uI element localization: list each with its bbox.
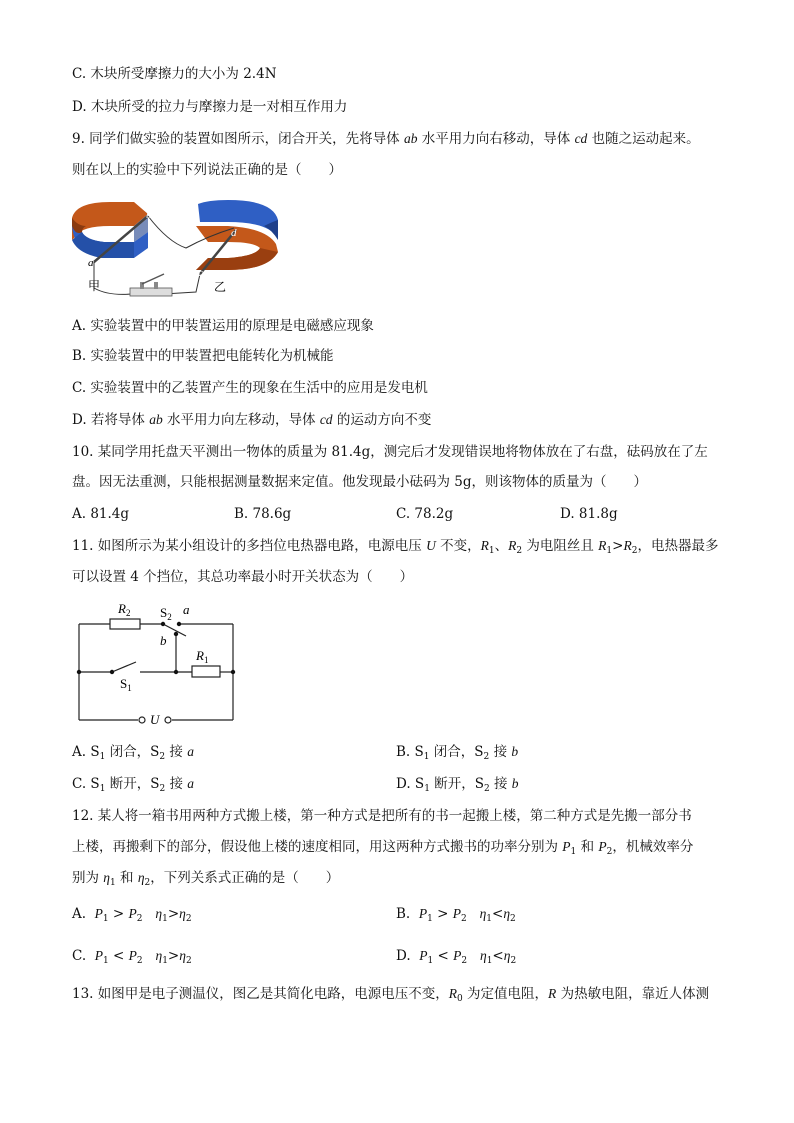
q11-option-b: B. $S_1$ 闭合，$S_2$ 接 b bbox=[396, 744, 519, 762]
q12-option-c: C. $P_1 < P_2$ $\eta_1>\eta_2$ bbox=[72, 948, 192, 966]
label-c: c bbox=[198, 267, 203, 279]
switch-s1 bbox=[112, 662, 136, 672]
q8-option-c: C. 木块所受摩擦力的大小为 2.4N bbox=[72, 66, 277, 82]
q10-option-a: A. 81.4g bbox=[72, 506, 130, 522]
q8-option-d: D. 木块所受的拉力与摩擦力是一对相互作用力 bbox=[72, 99, 348, 115]
q13-stem-line-1: 13. 如图甲是电子测温仪，图乙是其简化电路，电源电压不变，$R_0$ 为定值电阻，R 为热敏电阻，靠近人体测 bbox=[72, 986, 710, 1004]
label-a: a bbox=[183, 602, 190, 617]
switch bbox=[130, 274, 172, 296]
label-a: a bbox=[88, 257, 94, 269]
label-r2: $R_2$ bbox=[118, 601, 131, 618]
q9-figure bbox=[68, 196, 283, 298]
q10-stem-line-1: 10. 某同学用托盘天平测出一物体的质量为 81.4g，测完后才发现错误地将物体放在了右盘，砝码放在了左 bbox=[72, 444, 708, 460]
q10-option-b: B. 78.6g bbox=[234, 506, 292, 522]
q12-stem-line-3: 别为 $\eta_1$ 和 $\eta_2$，下列关系式正确的是（ ） bbox=[72, 870, 340, 888]
q10-option-d: D. 81.8g bbox=[560, 506, 618, 522]
label-d: d bbox=[231, 227, 237, 239]
label-s1: $S_1$ bbox=[120, 676, 132, 693]
q12-stem-line-1: 12. 某人将一箱书用两种方式搬上楼，第一种方式是把所有的书一起搬上楼，第二种方式是先搬一部分书 bbox=[72, 808, 692, 824]
q11-circuit-diagram bbox=[70, 600, 242, 728]
label-u: U bbox=[150, 712, 160, 727]
q11-option-a: A. $S_1$ 闭合，$S_2$ 接 a bbox=[72, 744, 194, 762]
q9-stem-line-1: 9. 同学们做实验的装置如图所示，闭合开关，先将导体 ab 水平用力向右移动，导体 cd 也随之运动起来。 bbox=[72, 131, 700, 147]
q12-option-b: B. $P_1 > P_2$ $\eta_1<\eta_2$ bbox=[396, 906, 516, 924]
q11-stem-line-2: 可以设置 4 个挡位，其总功率最小时开关状态为（ ） bbox=[72, 569, 414, 585]
q10-option-c: C. 78.2g bbox=[396, 506, 454, 522]
q9-option-c: C. 实验装置中的乙装置产生的现象在生活中的应用是发电机 bbox=[72, 380, 428, 396]
label-yi: 乙 bbox=[214, 280, 227, 294]
label-b: b bbox=[160, 633, 167, 648]
resistor-r1 bbox=[192, 666, 220, 677]
q9-option-d: D. 若将导体 ab 水平用力向左移动，导体 cd 的运动方向不变 bbox=[72, 412, 432, 428]
q12-option-d: D. $P_1 < P_2$ $\eta_1<\eta_2$ bbox=[396, 948, 517, 966]
q11-stem-line-1: 11. 如图所示为某小组设计的多挡位电热器电路，电源电压 U 不变，$R_1$、$R_2$ 为电阻丝且 $R_1>R_2$，电热器最多 bbox=[72, 538, 719, 556]
resistor-r2 bbox=[110, 619, 140, 629]
q9-option-b: B. 实验装置中的甲装置把电能转化为机械能 bbox=[72, 348, 334, 364]
label-b: b bbox=[146, 209, 152, 221]
q12-option-a: A. $P_1 > P_2$ $\eta_1>\eta_2$ bbox=[72, 906, 192, 924]
q11-option-d: D. $S_1$ 断开，$S_2$ 接 b bbox=[396, 776, 519, 794]
magnet-yi bbox=[196, 200, 278, 270]
label-r1: $R_1$ bbox=[196, 648, 209, 665]
q10-stem-line-2: 盘。因无法重测，只能根据测量数据来定值。他发现最小砝码为 5g，则该物体的质量为（ ） bbox=[72, 474, 648, 490]
label-jia: 甲 bbox=[88, 279, 101, 293]
q9-stem-line-2: 则在以上的实验中下列说法正确的是（ ） bbox=[72, 162, 342, 178]
q9-option-a: A. 实验装置中的甲装置运用的原理是电磁感应现象 bbox=[72, 318, 374, 334]
q11-option-c: C. $S_1$ 断开，$S_2$ 接 a bbox=[72, 776, 195, 794]
label-s2: $S_2$ bbox=[160, 605, 172, 622]
q12-stem-line-2: 上楼，再搬剩下的部分，假设他上楼的速度相同，用这两种方式搬书的功率分别为 $P_1$ 和 $P_2$，机械效率分 bbox=[72, 839, 694, 857]
